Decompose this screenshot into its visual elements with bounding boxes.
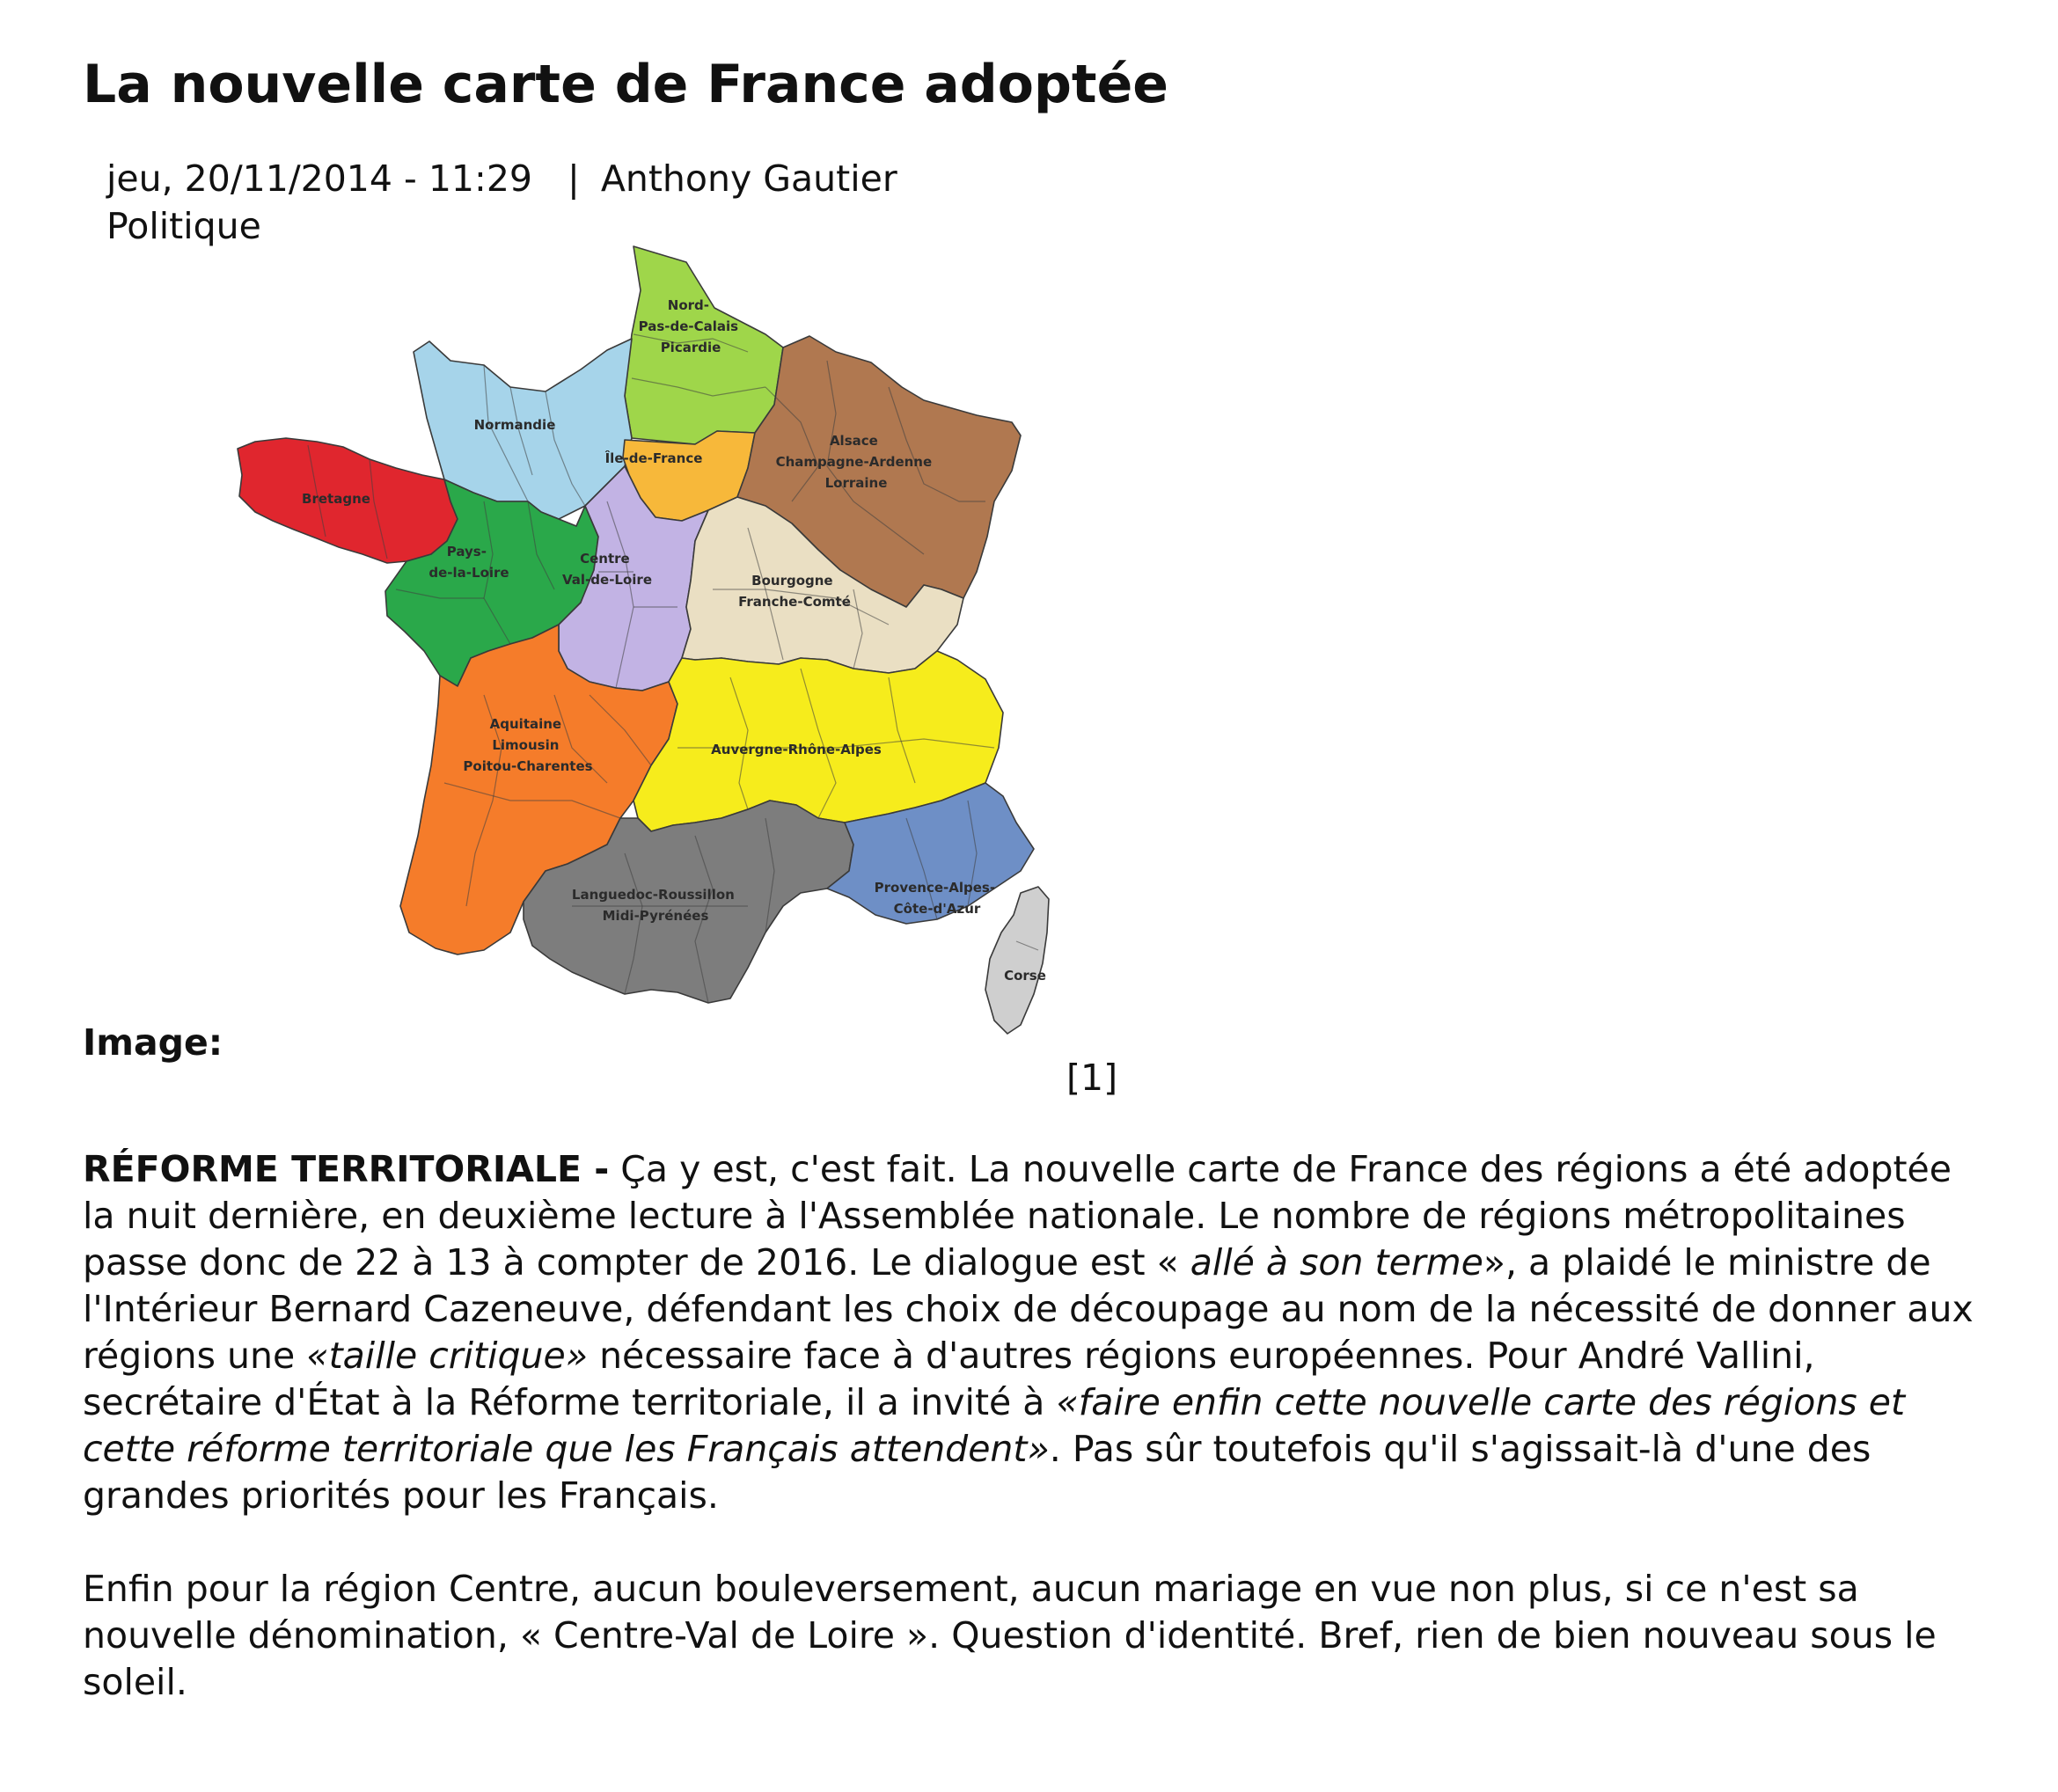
meta-separator: | bbox=[568, 157, 580, 200]
article-paragraph-2: Enfin pour la région Centre, aucun bouleversement, aucun mariage en vue non plus, si ce n'est sa nouvelle dénomination, « Centre-Val de Loire ». Question d'identité. Bref, rien de bien nouveau sous le soleil. bbox=[83, 1568, 1937, 1703]
article-paragraph-1: RÉFORME TERRITORIALE - Ça y est, c'est fait. La nouvelle carte de France des régions a été adoptée la nuit dernière, en deuxième lecture à l'Assemblée nationale. Le nombre de régions métropolitaines passe donc de 22 à 13 à compter de 2016. Le dialogue est « allé à son terme», a plaidé le ministre de l'Intérieur Bernard Cazeneuve, défendant les choix de découpage au nom de la nécessité de donner aux régions une «taille critique» nécessaire face à d'autres régions européennes. Pour André Vallini, secrétaire d'État à la Réforme territoriale, il a invité à «faire enfin cette nouvelle carte des régions et cette réforme territoriale que les Français attendent». Pas sûr toutefois qu'il s'agissait-là d'une des grandes priorités pour les Français. bbox=[83, 1148, 1974, 1517]
region-label-grand-est: Alsace Champagne-Ardenne Lorraine bbox=[775, 433, 933, 491]
region-label-normandie: Normandie bbox=[473, 417, 556, 433]
france-regions-map bbox=[220, 238, 1065, 1056]
region-label-nord: Nord- Pas-de-Calais Picardie bbox=[638, 297, 739, 355]
article-body bbox=[83, 1146, 1974, 1706]
region-label-bourgogne: Bourgogne Franche-Comté bbox=[738, 573, 851, 610]
image-label: Image: bbox=[83, 1021, 223, 1064]
article-meta bbox=[106, 155, 897, 250]
quote-3: «faire enfin cette nouvelle carte des régions et cette réforme territoriale que les Français attendent» bbox=[83, 1381, 1906, 1470]
image-footnote-link[interactable]: [1] bbox=[1066, 1057, 1118, 1099]
region-corse bbox=[985, 887, 1049, 1034]
region-label-occitanie: Languedoc-Roussillon Midi-Pyrénées bbox=[571, 887, 735, 924]
article-author[interactable]: Anthony Gautier bbox=[600, 157, 897, 200]
quote-1: allé à son terme bbox=[1190, 1241, 1483, 1284]
region-label-bretagne: Bretagne bbox=[302, 491, 370, 507]
quote-2: «taille critique» bbox=[306, 1335, 589, 1377]
article-title: La nouvelle carte de France adoptée bbox=[83, 54, 1168, 115]
region-label-idf: Île-de-France bbox=[604, 450, 703, 466]
region-label-paca: Provence-Alpes- Côte-d'Azur bbox=[874, 880, 996, 917]
france-regions-map-graphic bbox=[220, 238, 1065, 1056]
region-label-aquitaine: Aquitaine Limousin Poitou-Charentes bbox=[463, 716, 593, 774]
article-date: jeu, 20/11/2014 - 11:29 bbox=[106, 157, 532, 200]
region-label-pays-de-la-loire: Pays- de-la-Loire bbox=[428, 544, 509, 581]
article-lead: RÉFORME TERRITORIALE - bbox=[83, 1148, 610, 1190]
region-label-centre: Centre Val-de-Loire bbox=[562, 551, 652, 588]
region-label-corse: Corse bbox=[1004, 968, 1046, 984]
article-category[interactable]: Politique bbox=[106, 205, 261, 247]
region-label-auvergne: Auvergne-Rhône-Alpes bbox=[711, 742, 882, 757]
